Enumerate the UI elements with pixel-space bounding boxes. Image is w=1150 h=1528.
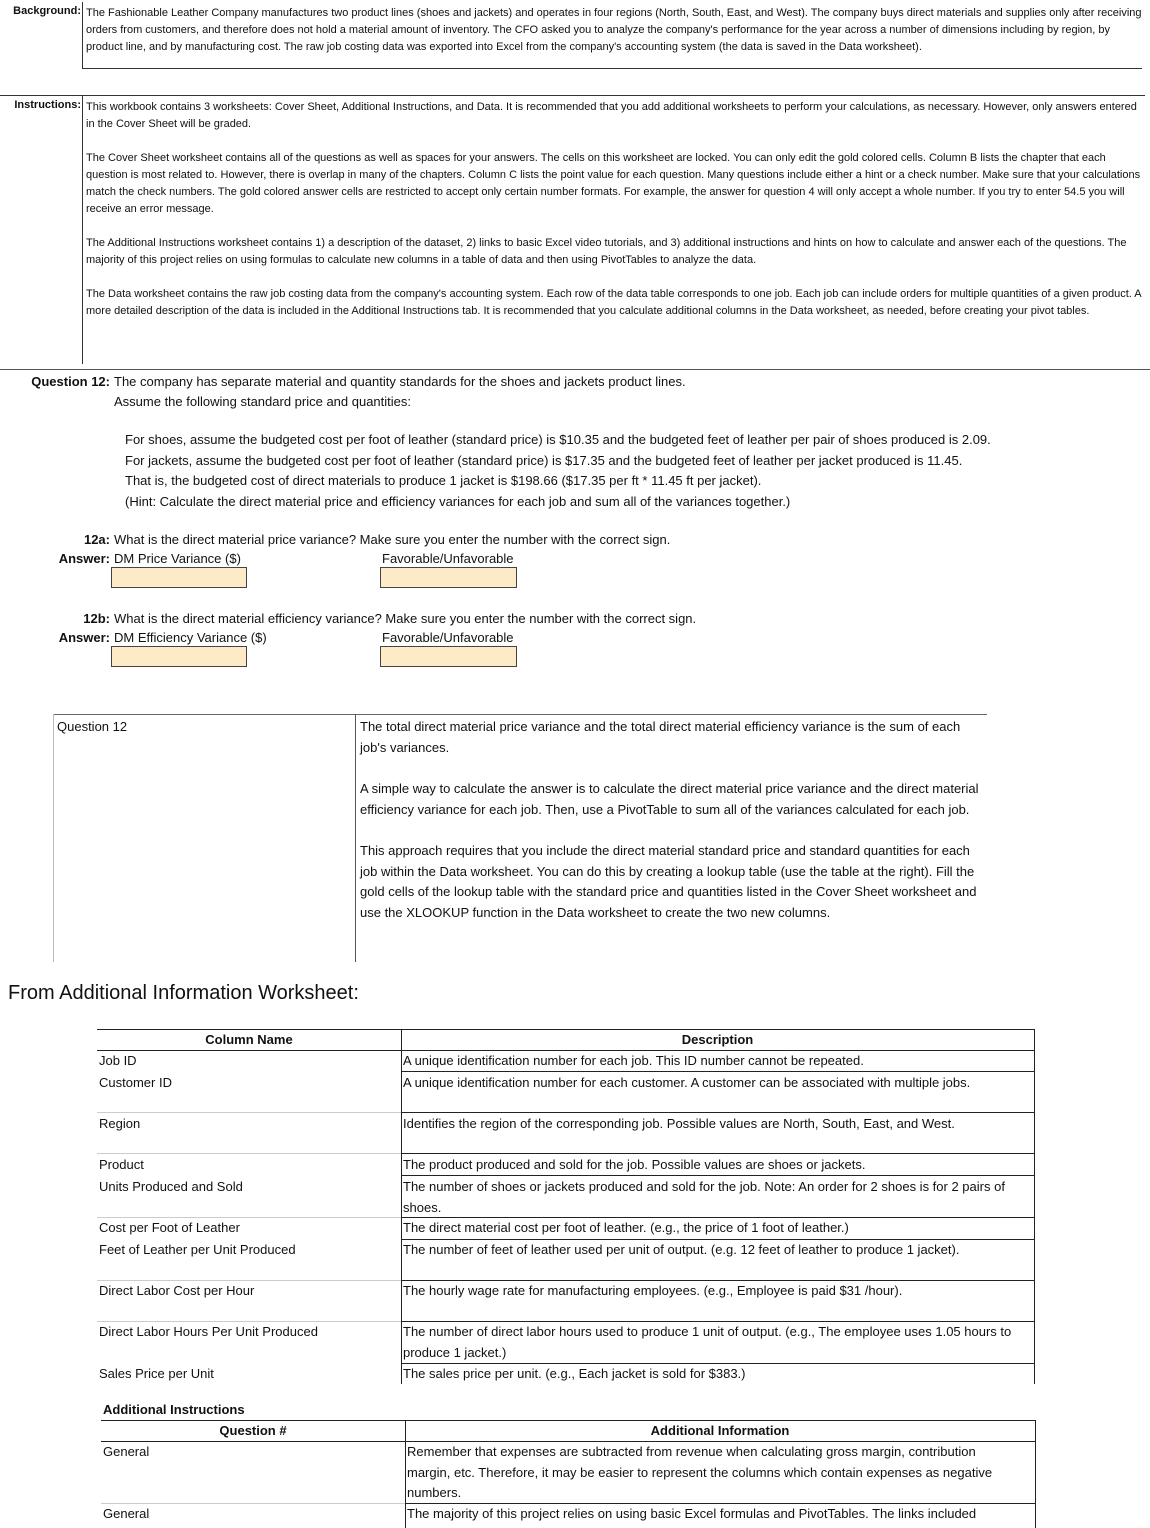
instructions-label: Instructions:: [14, 99, 81, 111]
column-header: Column Name: [205, 1032, 293, 1047]
table-cell-name: Feet of Leather per Unit Produced: [99, 1242, 296, 1257]
q12b-label: 12b:: [83, 611, 110, 626]
table-cell-desc: The number of shoes or jackets produced and sold for the job. Note: An order for 2 shoes is for 2 pairs of shoes.: [403, 1179, 1005, 1215]
table-cell-name: Direct Labor Cost per Hour: [99, 1283, 255, 1298]
divider: [82, 2, 83, 68]
detail-line: That is, the budgeted cost of direct materials to produce 1 jacket is $198.66 ($17.35 per ft * 11.45 ft per jacket).: [125, 473, 762, 488]
q12a-label: 12a:: [83, 532, 110, 547]
table-border: [401, 1029, 402, 1384]
table-cell-desc: Identifies the region of the corresponding job. Possible values are North, South, East, and West.: [403, 1116, 955, 1131]
divider: [0, 95, 1145, 96]
efficiency-favorable-input[interactable]: [380, 646, 517, 667]
table-cell-name: Region: [99, 1116, 141, 1131]
favorable-label: Favorable/Unfavorable: [382, 551, 514, 566]
background-label: Background:: [13, 5, 81, 17]
table-cell-name: Product: [99, 1157, 144, 1172]
table-border: [1034, 1029, 1035, 1384]
q12b-text: What is the direct material efficiency variance? Make sure you enter the number with the correct sign.: [114, 611, 697, 626]
divider: [53, 714, 54, 962]
table-cell-name: Customer ID: [99, 1075, 172, 1090]
table-cell-desc: A unique identification number for each customer. A customer can be associated with multiple jobs.: [403, 1075, 971, 1090]
table-cell-desc: The number of direct labor hours used to produce 1 unit of output. (e.g., The employee uses 1.05 hours to produce 1 jacket.): [403, 1324, 1012, 1360]
table-border: [401, 1153, 1034, 1154]
dm-price-variance-input[interactable]: [111, 567, 247, 588]
price-favorable-input[interactable]: [380, 567, 517, 588]
detail-line: For shoes, assume the budgeted cost per foot of leather (standard price) is $10.35 and the budgeted feet of leather per pair of shoes produced is 2.09.: [125, 432, 991, 447]
question-12-line1: The company has separate material and quantity standards for the shoes and jackets product lines.: [114, 374, 686, 389]
table-border: [97, 1112, 401, 1113]
column-header: Question #: [219, 1423, 287, 1438]
table-cell-info: The majority of this project relies on using basic Excel formulas and PivotTables. The links included: [407, 1506, 977, 1521]
divider: [82, 68, 1142, 69]
table-border: [401, 1112, 1034, 1113]
table-cell-desc: The direct material cost per foot of leather. (e.g., the price of 1 foot of leather.): [403, 1220, 849, 1235]
hint-box-text: [360, 717, 985, 923]
answer-label: Answer:: [58, 551, 110, 566]
table-cell-desc: The sales price per unit. (e.g., Each jacket is sold for $383.): [403, 1366, 746, 1381]
table-border: [97, 1153, 401, 1154]
hint-box-title: Question 12: [57, 719, 128, 734]
divider: [355, 714, 356, 962]
question-12-label: Question 12:: [31, 374, 110, 389]
column-header: Description: [681, 1032, 754, 1047]
table-cell-desc: The hourly wage rate for manufacturing employees. (e.g., Employee is paid $31 /hour).: [403, 1283, 903, 1298]
column-header: Additional Information: [650, 1423, 790, 1438]
table-cell-name: Direct Labor Hours Per Unit Produced: [99, 1324, 318, 1339]
section-heading: From Additional Information Worksheet:: [8, 982, 359, 1004]
hint-paragraph: A simple way to calculate the answer is to calculate the direct material price variance and the direct material efficiency variance for each job. Then, use a PivotTable to sum all of the variances calculated for each job.: [360, 781, 979, 817]
background-text: The Fashionable Leather Company manufactures two product lines (shoes and jackets) and operates in four regions (North, South, East, and West). The company buys direct materials and supplies only after receiving orders from customers, and therefore does not hold a material amount of inventory. The CFO asked you to analyze the company's performance for the year across a number of dimensions including by region, by product line, and by manufacturing cost. The raw job costing data was exported into Excel from the company's accounting system (the data is saved in the Data worksheet).: [86, 7, 1142, 53]
dm-efficiency-variance-input[interactable]: [111, 646, 247, 667]
divider: [82, 96, 83, 364]
additional-title: Additional Instructions: [103, 1402, 245, 1417]
table-border: [1035, 1420, 1036, 1528]
table-cell-desc: The number of feet of leather used per unit of output. (e.g. 12 feet of leather to produce 1 jacket).: [403, 1242, 960, 1257]
instructions-paragraph: This workbook contains 3 worksheets: Cover Sheet, Additional Instructions, and Data. It is recommended that you add additional worksheets to perform your calculations, as necessary. However, only answers entered in the Cover Sheet will be graded.: [86, 101, 1137, 130]
table-cell-desc: The product produced and sold for the job. Possible values are shoes or jackets.: [403, 1157, 866, 1172]
table-cell-question: General: [103, 1444, 150, 1459]
table-cell-name: Job ID: [99, 1053, 137, 1068]
table-cell-name: Units Produced and Sold: [99, 1179, 243, 1194]
hint-paragraph: This approach requires that you include the direct material standard price and standard quantities for each job within the Data worksheet. You can do this by creating a lookup table (use the table at the right). Fill the gold cells of the lookup table with the standard price and quantities listed in the Cover Sheet worksheet and use the XLOOKUP function in the Data worksheet to create the two new columns.: [360, 843, 977, 920]
divider: [53, 714, 987, 715]
instructions-text: [86, 99, 1142, 320]
instructions-paragraph: The Data worksheet contains the raw job costing data from the company's accounting system. Each row of the data table corresponds to one job. Each job can include orders for multiple quantities of a given product. A more detailed description of the data is included in the Additional Instructions tab. It is recommended that you calculate additional columns in the Data worksheet, as needed, before creating your pivot tables.: [86, 288, 1142, 317]
table-cell-name: Sales Price per Unit: [99, 1366, 214, 1381]
instructions-paragraph: The Cover Sheet worksheet contains all of the questions as well as spaces for your answers. The cells on this worksheet are locked. You can only edit the gold colored cells. Column B lists the chapter that each question is most related to. However, there is overlap in many of the chapters. Column C lists the point value for each question. Many questions include either a hint or a check number. Make sure that your calculations match the check numbers. The gold colored answer cells are restricted to accept only certain number formats. For example, the answer for question 4 will only accept a whole number. If you try to enter 54.5 you will receive an error message.: [86, 152, 1141, 215]
favorable-label: Favorable/Unfavorable: [382, 630, 514, 645]
table-cell-info: Remember that expenses are subtracted from revenue when calculating gross margin, contribution margin, etc. Therefore, it may be easier to represent the columns which contain expenses as negative numbers.: [407, 1444, 993, 1500]
table-cell-question: General: [103, 1506, 150, 1521]
question-12-details: [125, 430, 1145, 512]
hint-paragraph: The total direct material price variance and the total direct material efficiency variance is the sum of each job's variances.: [360, 719, 961, 755]
dm-price-variance-label: DM Price Variance ($): [114, 551, 241, 566]
detail-line: (Hint: Calculate the direct material price and efficiency variances for each job and sum all of the variances together.): [125, 493, 791, 509]
dm-efficiency-variance-label: DM Efficiency Variance ($): [114, 630, 267, 645]
table-cell-name: Cost per Foot of Leather: [99, 1220, 240, 1235]
divider: [0, 369, 1150, 370]
instructions-paragraph: The Additional Instructions worksheet contains 1) a description of the dataset, 2) links to basic Excel video tutorials, and 3) additional instructions and hints on how to calculate and answer each of the questions. The majority of this project relies on using formulas to calculate new columns in a table of data and then using PivotTables to analyze the data.: [86, 237, 1127, 266]
table-cell-desc: A unique identification number for each job. This ID number cannot be repeated.: [403, 1053, 864, 1068]
q12a-text: What is the direct material price variance? Make sure you enter the number with the correct sign.: [114, 532, 671, 547]
answer-label: Answer:: [58, 630, 110, 645]
detail-line: For jackets, assume the budgeted cost per foot of leather (standard price) is $17.35 and the budgeted feet of leather per jacket produced is 11.45.: [125, 452, 963, 468]
question-12-line2: Assume the following standard price and quantities:: [114, 394, 412, 409]
